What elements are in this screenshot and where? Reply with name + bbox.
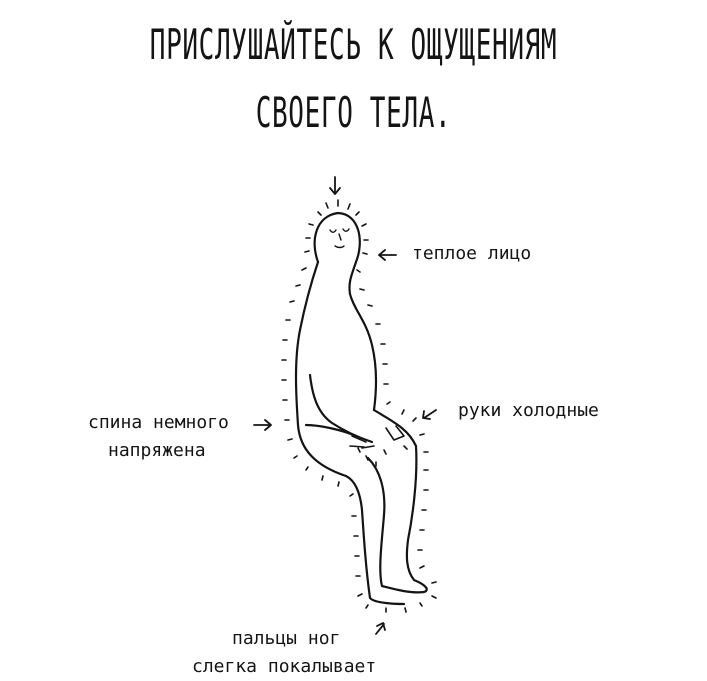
label-back-line-2: напряжена [108, 440, 206, 461]
label-back-line-1: спина немного [88, 412, 229, 433]
arrow-toes [376, 623, 385, 634]
body-outline [296, 213, 427, 604]
label-toes-line-2: слегка покалывает [192, 656, 377, 677]
arrow-head-top [330, 177, 340, 194]
label-warm-face: теплое лицо [412, 243, 532, 264]
title-line-2: СВОЕГО ТЕЛА. [255, 88, 452, 137]
title-line-1: ПРИСЛУШАЙТЕСЬ К ОЩУЩЕНИЯМ [149, 20, 558, 69]
arrow-face [379, 250, 396, 260]
arrow-hands [423, 410, 436, 419]
arrow-back [254, 420, 271, 430]
label-cold-hands: руки холодные [458, 400, 599, 421]
label-toes-line-1: пальцы ног [232, 628, 341, 649]
